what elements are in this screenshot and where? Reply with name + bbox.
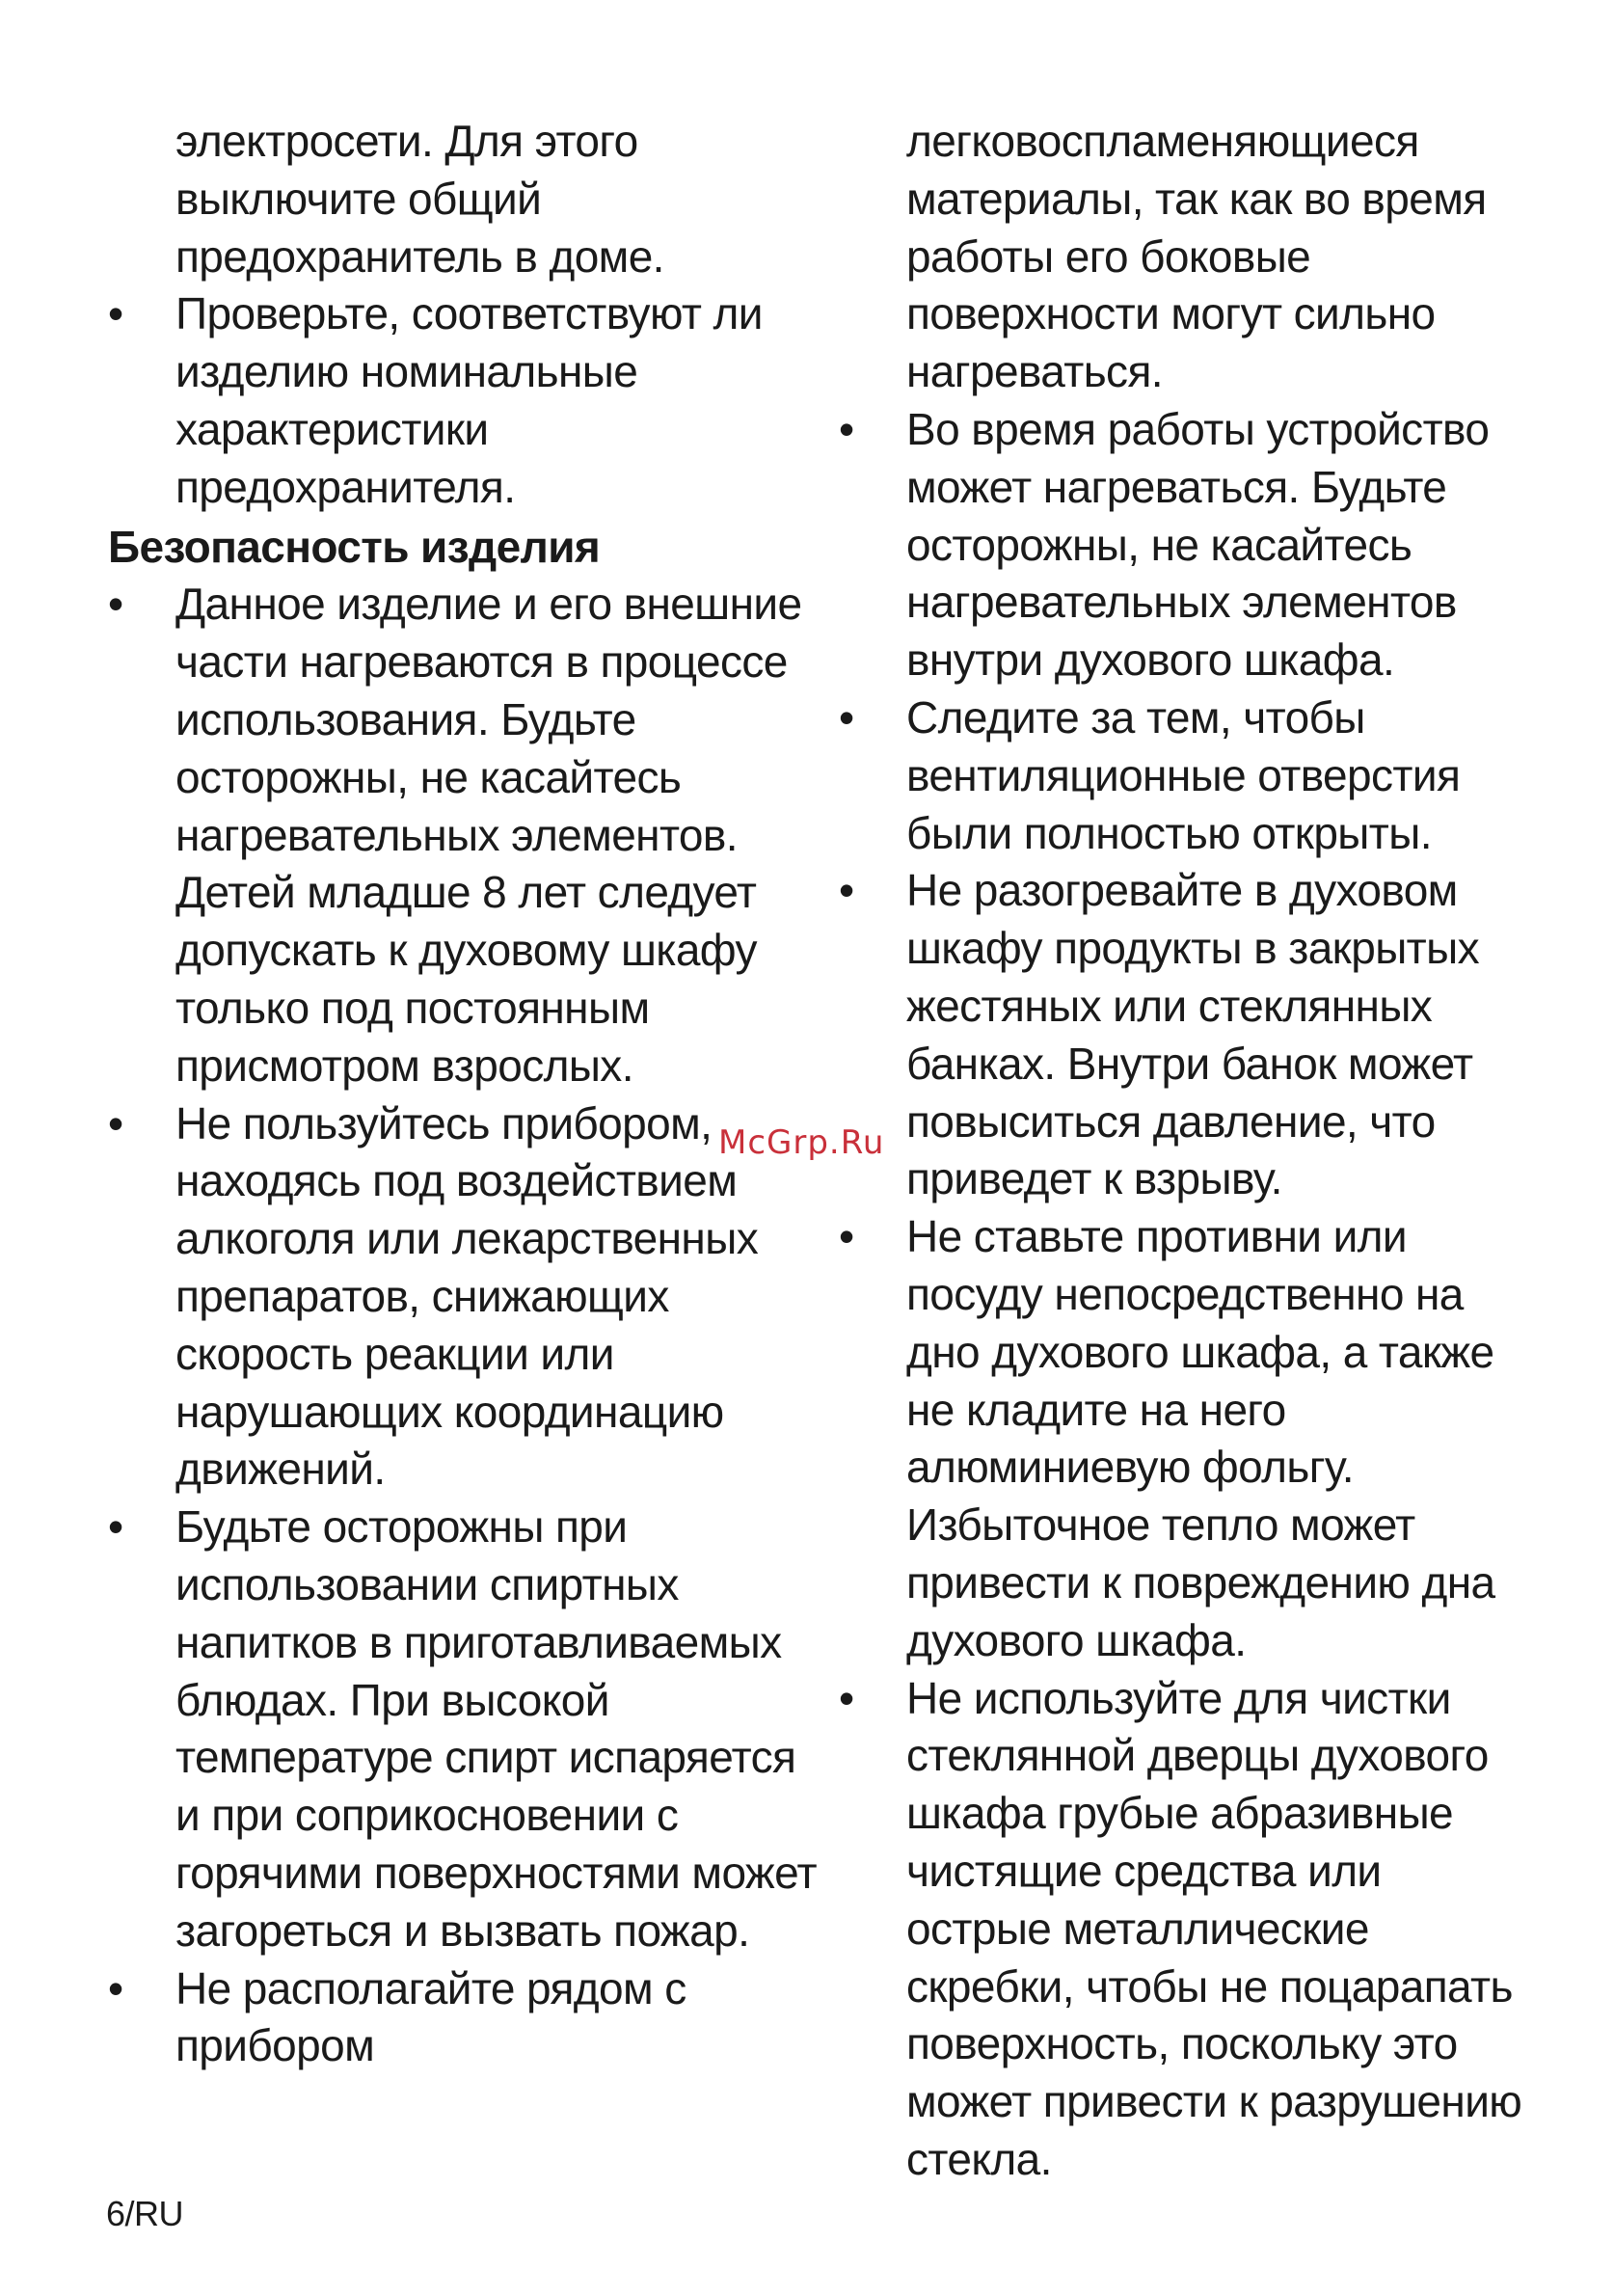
item-text: Будьте осторожны при использовании спиртных напитков в приготавливаемых блюдах. При высокой температуре спирт испаряется и при соприкосновении с горячими поверхностями может загореться и вызвать пожар. xyxy=(175,1501,818,1956)
bullet-icon: • xyxy=(839,691,854,743)
page-number: 6/RU xyxy=(106,2194,184,2233)
list-item xyxy=(839,862,1533,1208)
list-item xyxy=(108,1960,821,2076)
intro-text: электросети. Для этого выключите общий предохранитель в доме. xyxy=(175,116,664,282)
bullet-icon: • xyxy=(108,1097,123,1148)
left-column xyxy=(108,113,821,2075)
item-text: Не пользуйтесь прибором, находясь под воздействием алкоголя или лекарственных препаратов, снижающих скорость реакции или нарушающих координацию движений. xyxy=(175,1097,759,1495)
list-item xyxy=(108,1095,821,1499)
right-column xyxy=(839,113,1533,2189)
continuation-text: легковоспламеняющиеся материалы, так как во время работы его боковые поверхности могут сильно нагреваться. xyxy=(906,116,1487,397)
bullet-icon: • xyxy=(108,1501,123,1553)
bullet-icon: • xyxy=(839,865,854,916)
section-heading: Безопасность изделия xyxy=(108,521,601,572)
bullet-icon: • xyxy=(839,403,854,454)
item-text: Следите за тем, чтобы вентиляционные отверстия были полностью открыты. xyxy=(906,691,1461,858)
bullet-icon: • xyxy=(839,1211,854,1262)
item-text: Не используйте для чистки стеклянной дверцы духового шкафа грубые абразивные чистящие средства или острые металлические скребки, чтобы не поцарапать поверхность, поскольку это может привести к разрушению стекла. xyxy=(906,1672,1522,2184)
list-item xyxy=(839,1670,1533,2189)
bullet-icon: • xyxy=(108,1962,123,2013)
list-item xyxy=(839,689,1533,862)
item-text: Данное изделие и его внешние части нагреваются в процессе использования. Будьте осторожны, не касайтесь нагревательных элементов. Детей младше 8 лет следует допускать к духовому шкафу только под постоянным присмотром взрослых. xyxy=(175,579,802,1091)
item-text: Не разогревайте в духовом шкафу продукты в закрытых жестяных или стеклянных банках. Внутри банок может повыситься давление, что приведет к взрыву. xyxy=(906,865,1479,1204)
list-item xyxy=(108,576,821,1094)
list-item xyxy=(839,1208,1533,1669)
list-item xyxy=(839,401,1533,689)
bullet-icon: • xyxy=(108,288,123,339)
bullet-icon: • xyxy=(839,1672,854,1723)
item-text: Во время работы устройство может нагреваться. Будьте осторожны, не касайтесь нагревательных элементов внутри духового шкафа. xyxy=(906,403,1490,686)
list-item xyxy=(108,1499,821,1959)
watermark: McGrp.Ru xyxy=(718,1123,885,1162)
bullet-icon: • xyxy=(108,579,123,630)
item-text: Не располагайте рядом с прибором xyxy=(175,1962,686,2071)
list-item xyxy=(108,285,821,516)
item-text: Проверьте, соответствуют ли изделию номинальные характеристики предохранителя. xyxy=(175,288,763,512)
item-text: Не ставьте противни или посуду непосредственно на дно духового шкафа, а также не кладите на него алюминиевую фольгу. Избыточное тепло может привести к повреждению дна духового шкафа. xyxy=(906,1211,1495,1665)
